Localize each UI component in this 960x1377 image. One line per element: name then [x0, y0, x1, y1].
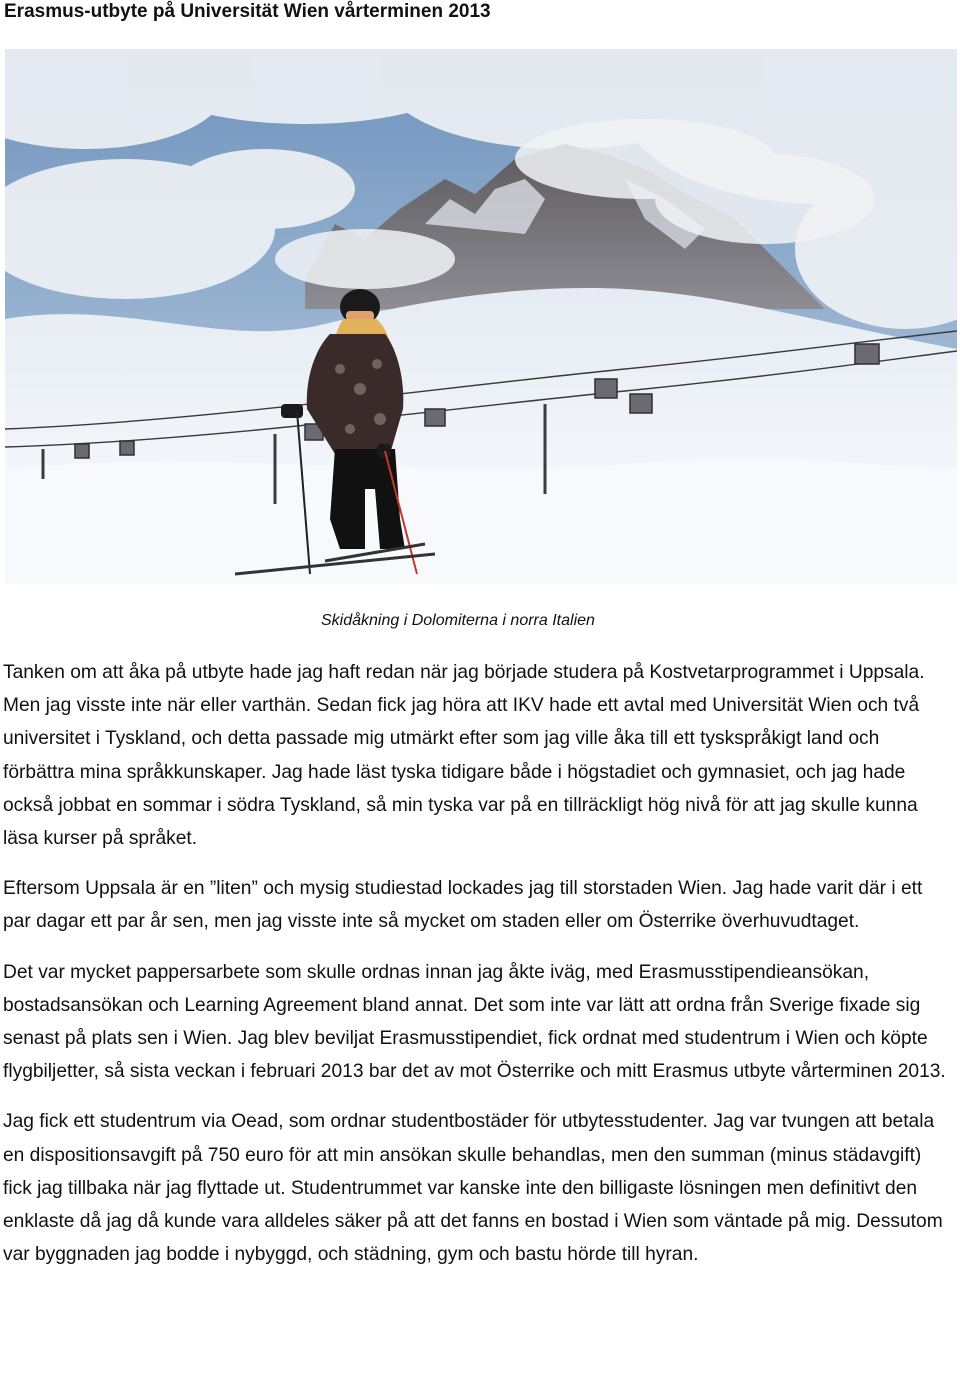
- page-title: Erasmus-utbyte på Universität Wien vårterminen 2013: [4, 1, 491, 22]
- ski-photo: [5, 49, 957, 584]
- paragraph: Tanken om att åka på utbyte hade jag haft redan när jag började studera på Kostvetarprogrammet i Uppsala. Men jag visste inte när eller varthän. Sedan fick jag höra att IKV hade ett avtal med Universität Wien och två universitet i Tyskland, och detta passade mig utmärkt efter som jag ville åka till ett tyskspråkigt land och förbättra mina språkkunskaper. Jag hade läst tyska tidigare både i högstadiet och gymnasiet, och jag hade också jobbat en sommar i södra Tyskland, så min tyska var på en tillräckligt hög nivå för att jag skulle kunna läsa kurser på språket.: [3, 662, 925, 850]
- photo-caption: Skidåkning i Dolomiterna i norra Italien: [321, 612, 595, 629]
- paragraph: Eftersom Uppsala är en ”liten” och mysig studiestad lockades jag till storstaden Wien. Jag hade varit där i ett par dagar ett par år sen, men jag visste inte så mycket om staden eller om Österrike överhuvudtaget.: [3, 878, 923, 933]
- paragraph: Jag fick ett studentrum via Oead, som ordnar studentbostäder för utbytesstudenter. Jag var tvungen att betala en dispositionsavgift på 750 euro för att min ansökan skulle behandlas, men den summan (minus städavgift) fick jag tillbaka när jag flyttade ut. Studentrummet var kanske inte den billigaste lösningen men definitivt den enklaste då jag då kunde vara alldeles säker på att det fanns en bostad i Wien som väntade på mig. Dessutom var byggnaden jag bodde i nybyggd, och städning, gym och bastu hörde till hyran.: [3, 1111, 943, 1266]
- snow-foreground: [5, 460, 957, 584]
- paragraph: Det var mycket pappersarbete som skulle ordnas innan jag åkte iväg, med Erasmusstipendieansökan, bostadsansökan och Learning Agreement bland annat. Det som inte var lätt att ordna från Sverige fixade sig senast på plats sen i Wien. Jag blev beviljat Erasmusstipendiet, fick ordnat med studentrum i Wien och köpte flygbiljetter, så sista veckan i februari 2013 bar det av mot Österrike och mitt Erasmus utbyte vårterminen 2013.: [3, 961, 946, 1083]
- article-body: [3, 656, 953, 1288]
